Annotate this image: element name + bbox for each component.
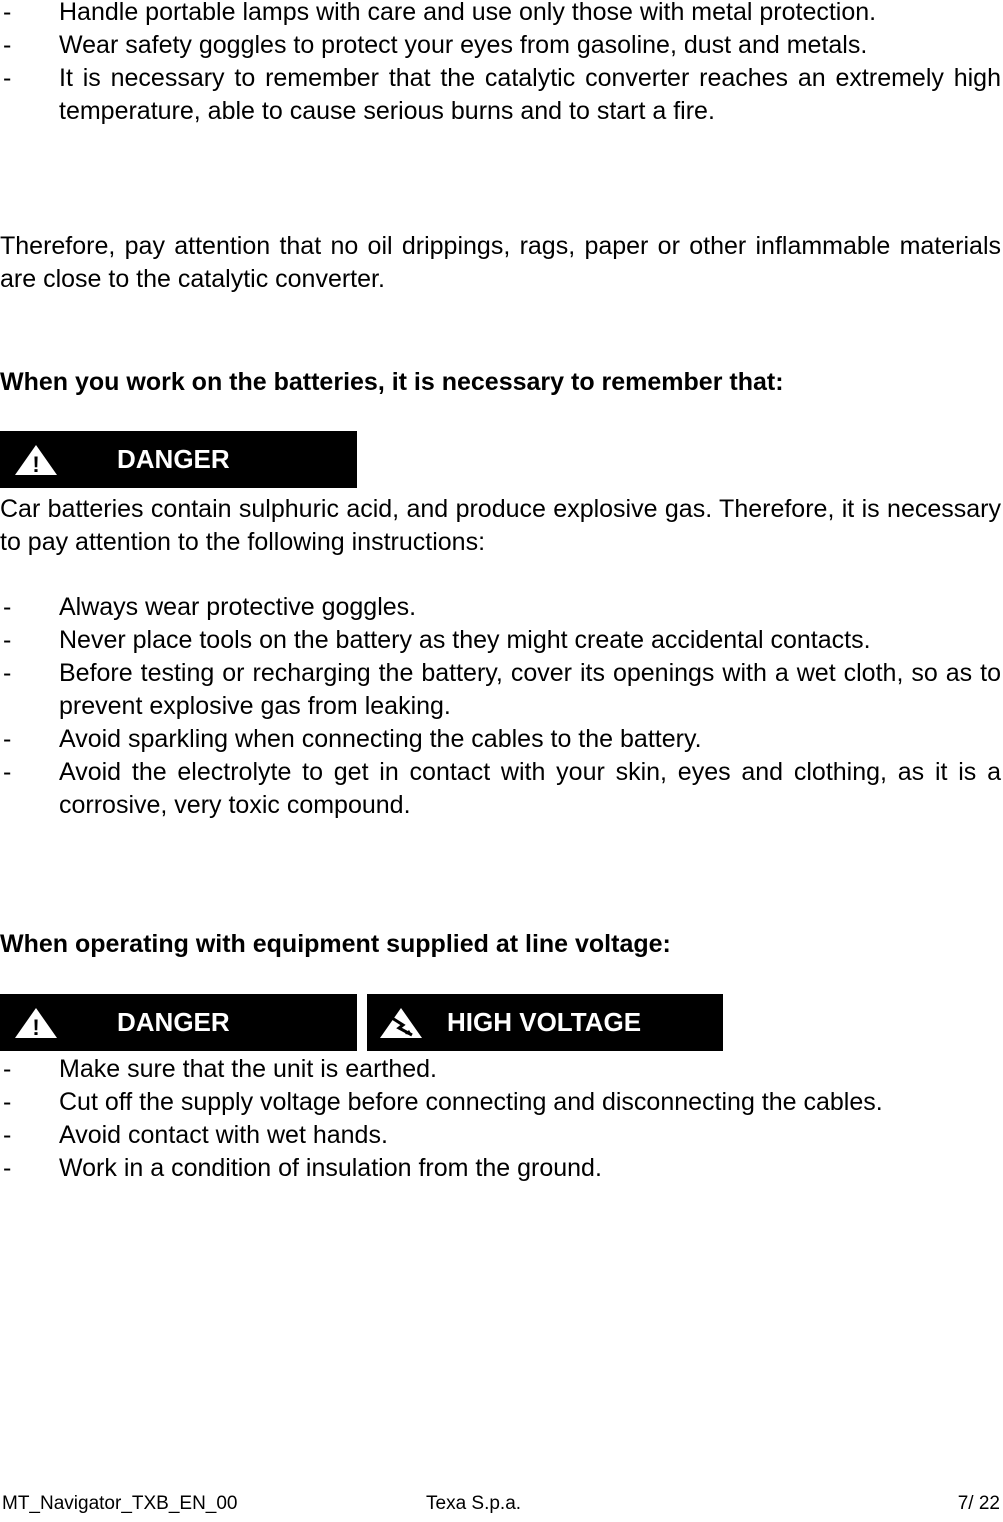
footer-doc-code: MT_Navigator_TXB_EN_00: [2, 1493, 238, 1514]
danger-badge: [0, 994, 357, 1051]
footer-page-number: 7/ 22: [957, 1493, 1000, 1514]
batteries-paragraph: Car batteries contain sulphuric acid, and produce explosive gas. Therefore, it is necessary to pay attention to the following instructions:: [0, 495, 1001, 556]
list-item-text: Avoid sparkling when connecting the cables to the battery.: [59, 725, 702, 753]
list-item: [0, 62, 1001, 128]
list-bullet: -: [3, 725, 12, 753]
list-item-text: Wear safety goggles to protect your eyes from gasoline, dust and metals.: [59, 31, 868, 59]
therefore-paragraph: Therefore, pay attention that no oil drippings, rags, paper or other inflammable materials are close to the catalytic converter.: [0, 232, 1001, 293]
list-item-text: Make sure that the unit is earthed.: [59, 1055, 437, 1083]
list-item-text: Avoid the electrolyte to get in contact with your skin, eyes and clothing, as it is a corrosive, very toxic compound.: [59, 758, 1001, 819]
warning-triangle-icon: [14, 444, 58, 476]
catalytic-safety-list: [0, 0, 1001, 128]
list-item: [0, 1152, 1001, 1185]
high-voltage-badge-label: HIGH VOLTAGE: [447, 1007, 642, 1037]
list-bullet: -: [3, 1055, 12, 1083]
list-bullet: -: [3, 626, 12, 654]
list-item: [0, 756, 1001, 822]
list-bullet: -: [3, 1154, 12, 1182]
list-item-text: Never place tools on the battery as they might create accidental contacts.: [59, 626, 871, 654]
danger-badge-label: DANGER: [117, 444, 230, 474]
svg-text:!: !: [32, 1015, 40, 1039]
batteries-heading: When you work on the batteries, it is necessary to remember that:: [0, 368, 784, 396]
list-item-text: Handle portable lamps with care and use only those with metal protection.: [59, 0, 877, 26]
list-bullet: -: [3, 0, 12, 26]
list-bullet: -: [3, 1088, 12, 1116]
list-item: [0, 1053, 1001, 1086]
batteries-safety-list: [0, 591, 1001, 822]
svg-text:!: !: [32, 452, 40, 476]
line-voltage-safety-list: [0, 1053, 1001, 1185]
list-bullet: -: [3, 1121, 12, 1149]
list-item-text: Work in a condition of insulation from the ground.: [59, 1154, 602, 1182]
list-item: [0, 1119, 1001, 1152]
danger-badge-label: DANGER: [117, 1007, 230, 1037]
warning-triangle-icon: [14, 1007, 58, 1039]
list-bullet: -: [3, 593, 12, 621]
list-item-text: Before testing or recharging the battery, cover its openings with a wet cloth, so as to prevent explosive gas from leaking.: [59, 659, 1001, 720]
list-item: [0, 0, 1001, 29]
list-item-text: Always wear protective goggles.: [59, 593, 417, 621]
danger-badge: [0, 431, 357, 488]
list-item: [0, 624, 1001, 657]
footer-company: Texa S.p.a.: [426, 1493, 522, 1514]
list-bullet: -: [3, 31, 12, 59]
list-item: [0, 723, 1001, 756]
list-item: [0, 29, 1001, 62]
list-item-text: Avoid contact with wet hands.: [59, 1121, 388, 1149]
list-item: [0, 1086, 1001, 1119]
list-bullet: -: [3, 659, 12, 687]
high-voltage-badge: [367, 994, 723, 1051]
list-item-text: It is necessary to remember that the catalytic converter reaches an extremely high temperature, able to cause serious burns and to start a fire.: [59, 64, 1001, 125]
list-item: [0, 657, 1001, 723]
list-bullet: -: [3, 64, 12, 92]
list-item: [0, 591, 1001, 624]
list-item-text: Cut off the supply voltage before connecting and disconnecting the cables.: [59, 1088, 883, 1116]
lightning-triangle-icon: [379, 1007, 423, 1039]
line-voltage-heading: When operating with equipment supplied at line voltage:: [0, 930, 671, 958]
list-bullet: -: [3, 758, 12, 786]
